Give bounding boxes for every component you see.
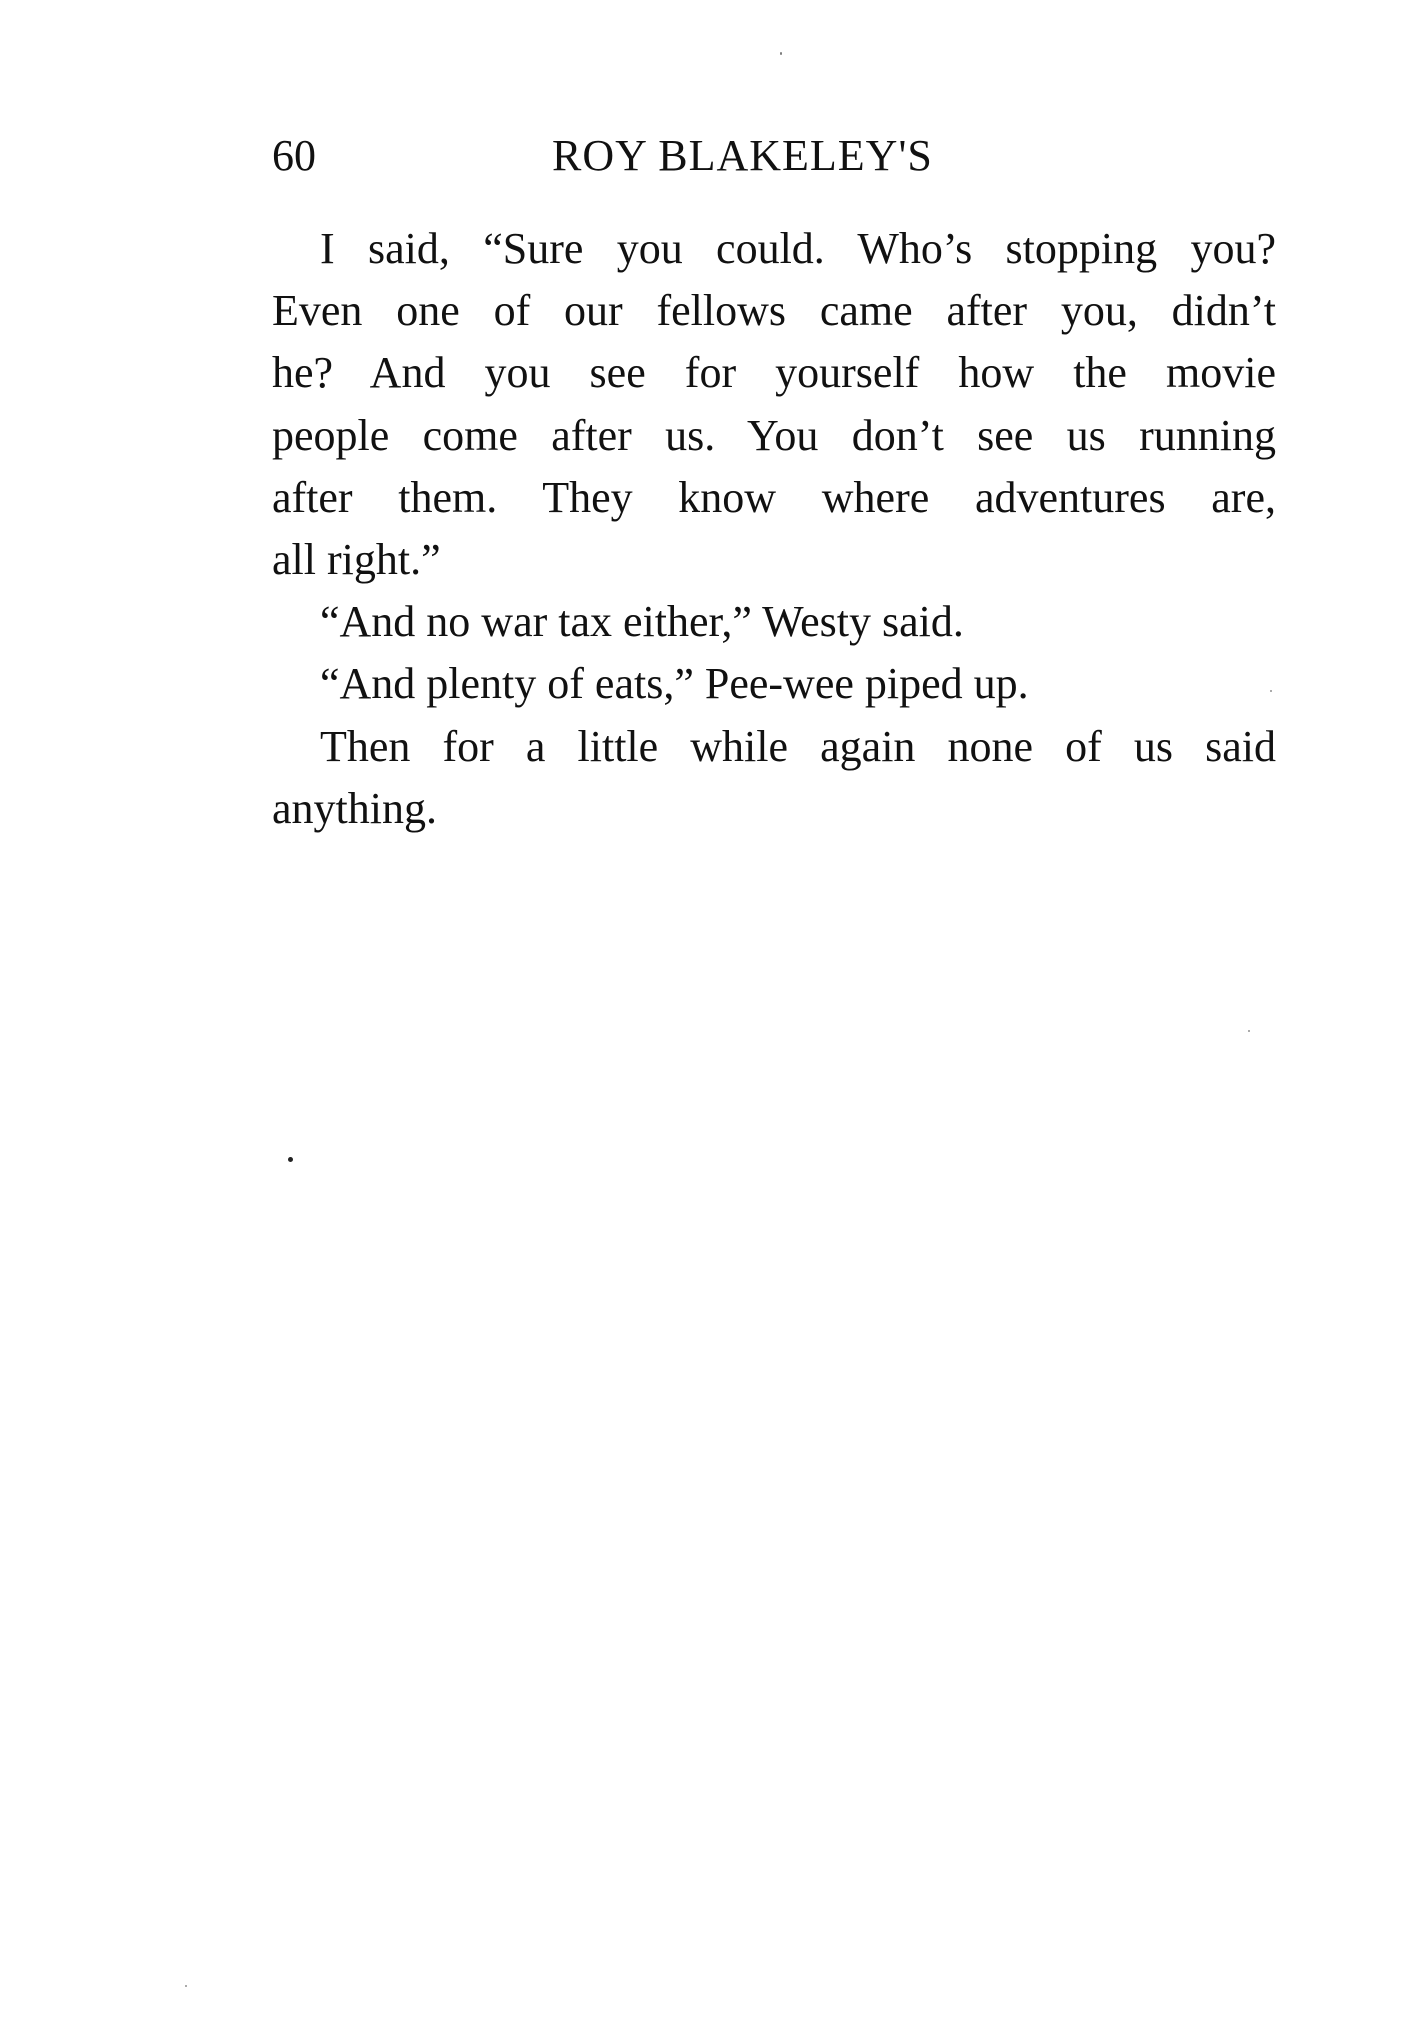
text-line: “And no war tax either,” Westy said.: [320, 597, 964, 647]
text-line: Then for a little while again none of us said: [320, 721, 1276, 771]
page-number: 60: [272, 131, 316, 180]
body-text: [272, 218, 1276, 840]
text-line: all right.”: [272, 534, 441, 584]
paper-speck: [1248, 1030, 1250, 1032]
text-line: people come after us. You don’t see us running: [272, 410, 1276, 460]
running-head: [272, 126, 1276, 186]
paper-speck: [185, 1985, 187, 1987]
text-line: I said, “Sure you could. Who’s stopping you?: [320, 224, 1276, 273]
paper-speck: [1270, 690, 1272, 692]
text-line: Even one of our fellows came after you, didn’t: [272, 286, 1276, 336]
text-line: “And plenty of eats,” Pee-wee piped up.: [320, 659, 1029, 709]
running-title: ROY BLAKELEY'S: [552, 131, 933, 180]
text-line: he? And you see for yourself how the movie: [272, 348, 1276, 398]
paper-speck: [780, 52, 782, 55]
text-line: after them. They know where adventures are,: [272, 472, 1276, 522]
text-line: anything.: [272, 783, 437, 833]
paper-speck: [288, 1157, 293, 1162]
